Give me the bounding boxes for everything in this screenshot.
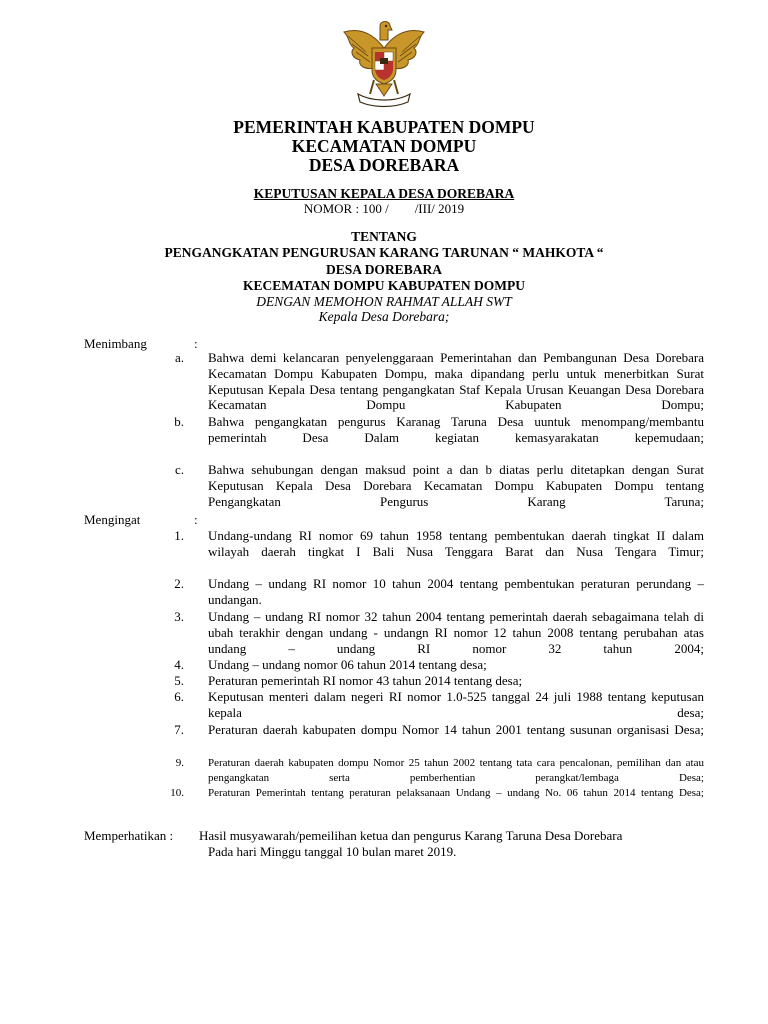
decree-title: KEPUTUSAN KEPALA DESA DOREBARA — [253, 186, 515, 201]
item-text: Bahwa pengangkatan pengurus Karanag Taruna Desa uuntuk menompang/membantu pemerintah Desa Dalam kegiatan kemasyarakatan kepemudaan; — [208, 414, 704, 445]
about-heading: TENTANG — [351, 229, 417, 244]
item-marker: 9. — [175, 757, 184, 769]
item-marker: 5. — [174, 673, 184, 688]
heading-line-3: DESA DOREBARA — [308, 155, 460, 175]
mengingat-label: Mengingat — [84, 512, 141, 527]
decree-number: NOMOR : 100 / /III/ 2019 — [303, 201, 465, 216]
heading-line-1: PEMERINTAH KABUPATEN DOMPU — [233, 117, 535, 137]
mengingat-item-5 — [84, 673, 704, 689]
memperhatikan-label: Memperhatikan : — [84, 828, 174, 843]
item-marker: b. — [174, 414, 184, 429]
item-text: Undang-undang RI nomor 69 tahun 1958 tentang pembentukan daerah tingkat II dalam wilayah daerah tingkat I Bali Nusa Tenggara Barat dan Nusa Tengara Timur; — [208, 528, 704, 559]
item-marker: 10. — [170, 787, 184, 799]
item-text: Peraturan Pemerintah tentang peraturan pelaksanaan Undang – undang No. 06 tahun 2014 tentang Desa; — [208, 787, 704, 799]
mengingat-item-7 — [84, 722, 704, 754]
subject-line-3: KECEMATAN DOMPU KABUPATEN DOMPU — [242, 278, 526, 293]
menimbang-item-b — [84, 414, 704, 461]
government-heading — [0, 118, 768, 175]
official-title: Kepala Desa Dorebara; — [318, 309, 450, 324]
item-marker: c. — [174, 462, 184, 477]
subject-line-2: DESA DOREBARA — [326, 261, 442, 277]
item-text: Keputusan menteri dalam negeri RI nomor 1.0-525 tanggal 24 juli 1988 tentang keputusan kepala desa; — [208, 689, 704, 720]
item-text: Peraturan pemerintah RI nomor 43 tahun 2014 tentang desa; — [208, 673, 523, 688]
item-marker: a. — [174, 350, 184, 365]
subject-line-1: PENGANGKATAN PENGURUSAN KARANG TARUNAN “ MAHKOTA “ — [164, 245, 604, 260]
item-text: Bahwa demi kelancaran penyelenggaraan Pemerintahan dan Pembangunan Desa Dorebara Kecamatan Dompu Kabupaten Dompu, maka dipandang perlu untuk menerbitkan Surat Keputusan Kepala Desa tentang pengangkatan Staf Kepala Urusan Keuangan Desa Dorebara Kecamatan Dompu Kabupaten Dompu; — [208, 350, 704, 413]
item-marker: 3. — [174, 609, 184, 624]
memperhatikan-line-1: Hasil musyawarah/pemeilihan ketua dan pengurus Karang Taruna Desa Dorebara — [199, 828, 623, 843]
mengingat-colon: : — [194, 512, 198, 527]
decree-subject — [0, 245, 768, 295]
menimbang-item-c — [84, 462, 704, 525]
mengingat-item-10 — [84, 786, 704, 816]
menimbang-label: Menimbang — [84, 336, 147, 351]
item-marker: 2. — [174, 576, 184, 591]
item-text: Undang – undang nomor 06 tahun 2014 tentang desa; — [208, 657, 487, 672]
item-text: Undang – undang RI nomor 10 tahun 2004 tentang pembentukan peraturan perundang – undangan. — [208, 576, 704, 607]
item-marker: 7. — [174, 722, 184, 737]
item-text: Peraturan daerah kabupaten dompu Nomor 25 tahun 2002 tentang tata cara pencalonan, pemilihan dan atau pengangkatan serta pemberhentian perangkat/lembaga Desa; — [208, 757, 704, 784]
invocation — [0, 294, 768, 324]
item-text: Undang – undang RI nomor 32 tahun 2004 tentang pemerintah daerah sebagaimana telah di ubah terakhir dengan undang - undangn RI nomor 12 tahun 2008 tentang perubahan atas undang – undang RI nomor 32 tahun 2004; — [208, 609, 704, 656]
mengingat-item-1 — [84, 528, 704, 575]
menimbang-colon: : — [194, 336, 198, 351]
memperhatikan-section — [84, 828, 704, 860]
invocation-text: DENGAN MEMOHON RAHMAT ALLAH SWT — [256, 294, 512, 309]
garuda-emblem-icon — [336, 18, 432, 110]
item-marker: 6. — [174, 689, 184, 704]
mengingat-item-4 — [84, 657, 704, 673]
item-text: Peraturan daerah kabupaten dompu Nomor 14 tahun 2001 tentang susunan organisasi Desa; — [208, 722, 704, 737]
item-text: Bahwa sehubungan dengan maksud point a dan b diatas perlu ditetapkan dengan Surat Keputusan Kepala Desa Dorebara Kecamatan Dompu Kabupaten Dompu tentang Pengangkatan Pengurus Karang Taruna; — [208, 462, 704, 509]
item-marker: 4. — [174, 657, 184, 672]
heading-line-2: KECAMATAN DOMPU — [291, 136, 477, 156]
item-marker: 1. — [174, 528, 184, 543]
memperhatikan-line-2: Pada hari Minggu tanggal 10 bulan maret 2019. — [208, 844, 457, 859]
